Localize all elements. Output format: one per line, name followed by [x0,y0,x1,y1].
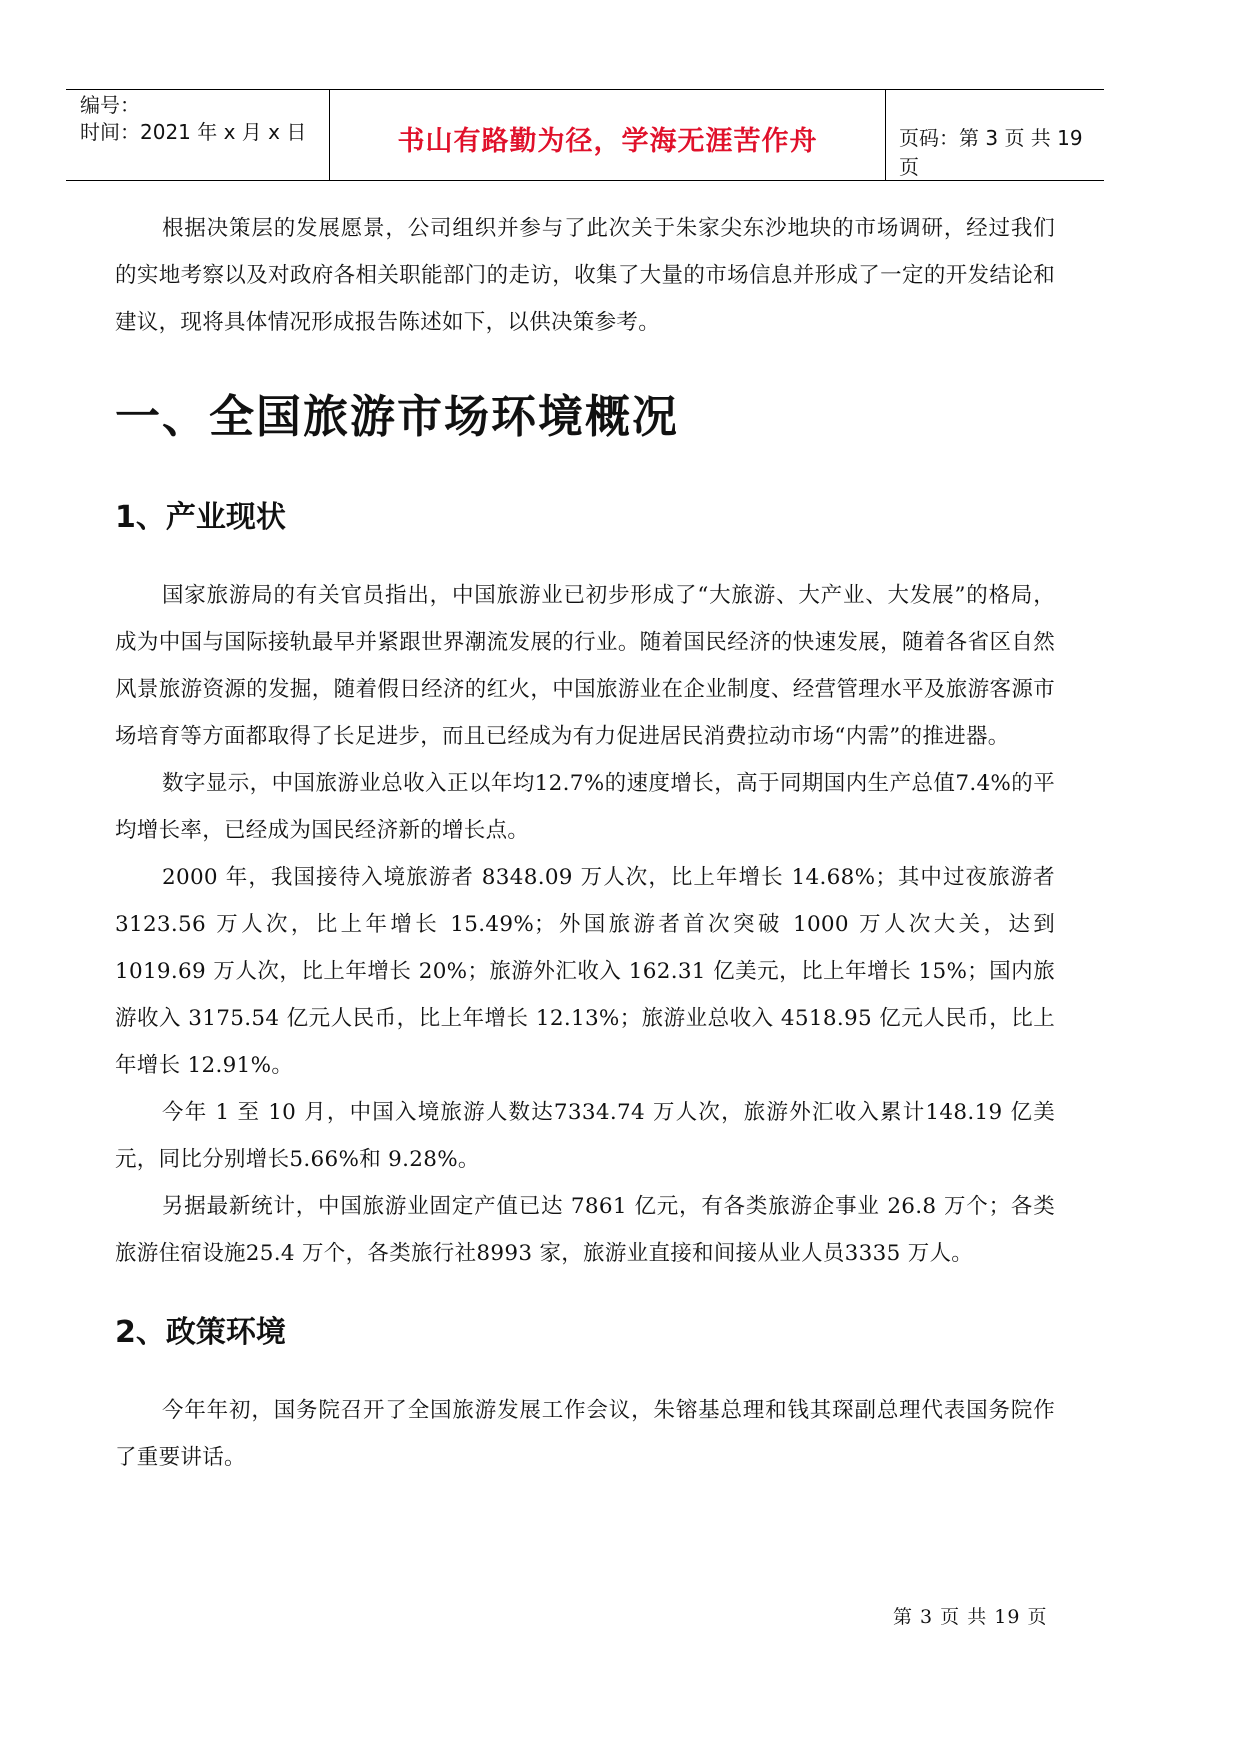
body-paragraph: 今年年初，国务院召开了全国旅游发展工作会议，朱镕基总理和钱其琛副总理代表国务院作了重要讲话。 [115,1398,1055,1470]
section-title-industry: 1、产业现状 [115,500,286,535]
header-motto-cell [330,90,886,180]
body-paragraph: 另据最新统计，中国旅游业固定产值已达 7861 亿元，有各类旅游企事业 26.8 万个；各类旅游住宿设施25.4 万个，各类旅行社8993 家，旅游业直接和间接从业人员3335 万人。 [115,1194,1055,1266]
section-title-policy: 2、政策环境 [115,1315,286,1350]
document-body [115,205,1055,1481]
intro-paragraph: 根据决策层的发展愿景，公司组织并参与了此次关于朱家尖东沙地块的市场调研，经过我们的实地考察以及对政府各相关职能部门的走访，收集了大量的市场信息并形成了一定的开发结论和建议，现将具体情况形成报告陈述如下，以供决策参考。 [115,216,1055,335]
header-page-number: 页码：第 3 页 共 19 页 [899,126,1083,179]
header-meta-cell [66,90,330,180]
document-header [66,89,1104,181]
document-code-label: 编号： [80,93,140,117]
body-paragraph: 国家旅游局的有关官员指出，中国旅游业已初步形成了“大旅游、大产业、大发展”的格局，成为中国与国际接轨最早并紧跟世界潮流发展的行业。随着国民经济的快速发展，随着各省区自然风景旅游资源的发掘，随着假日经济的红火，中国旅游业在企业制度、经营管理水平及旅游客源市场培育等方面都取得了长足进步，而且已经成为有力促进居民消费拉动市场“内需”的推进器。 [115,583,1055,749]
page-footer: 第 3 页 共 19 页 [893,1606,1048,1628]
body-paragraph: 今年 1 至 10 月，中国入境旅游人数达7334.74 万人次，旅游外汇收入累计148.19 亿美元，同比分别增长5.66%和 9.28%。 [115,1100,1055,1172]
body-paragraph: 数字显示，中国旅游业总收入正以年均12.7%的速度增长，高于同期国内生产总值7.4%的平均增长率，已经成为国民经济新的增长点。 [115,771,1055,843]
header-page-cell [886,90,1104,180]
body-paragraph: 2000 年，我国接待入境旅游者 8348.09 万人次，比上年增长 14.68%；其中过夜旅游者 3123.56 万人次，比上年增长 15.49%；外国旅游者首次突破 1000 万人次大关，达到 1019.69 万人次，比上年增长 20%；旅游外汇收入 162.31 亿美元，比上年增长 15%；国内旅游收入 3175.54 亿元人民币，比上年增长 12.13%；旅游业总收入 4518.95 亿元人民币，比上年增长 12.91%。 [115,865,1055,1078]
header-motto: 书山有路勤为径，学海无涯苦作舟 [397,126,818,157]
document-date-label: 时间：2021 年 x 月 x 日 [80,120,307,144]
chapter-title: 一、全国旅游市场环境概况 [115,390,680,443]
